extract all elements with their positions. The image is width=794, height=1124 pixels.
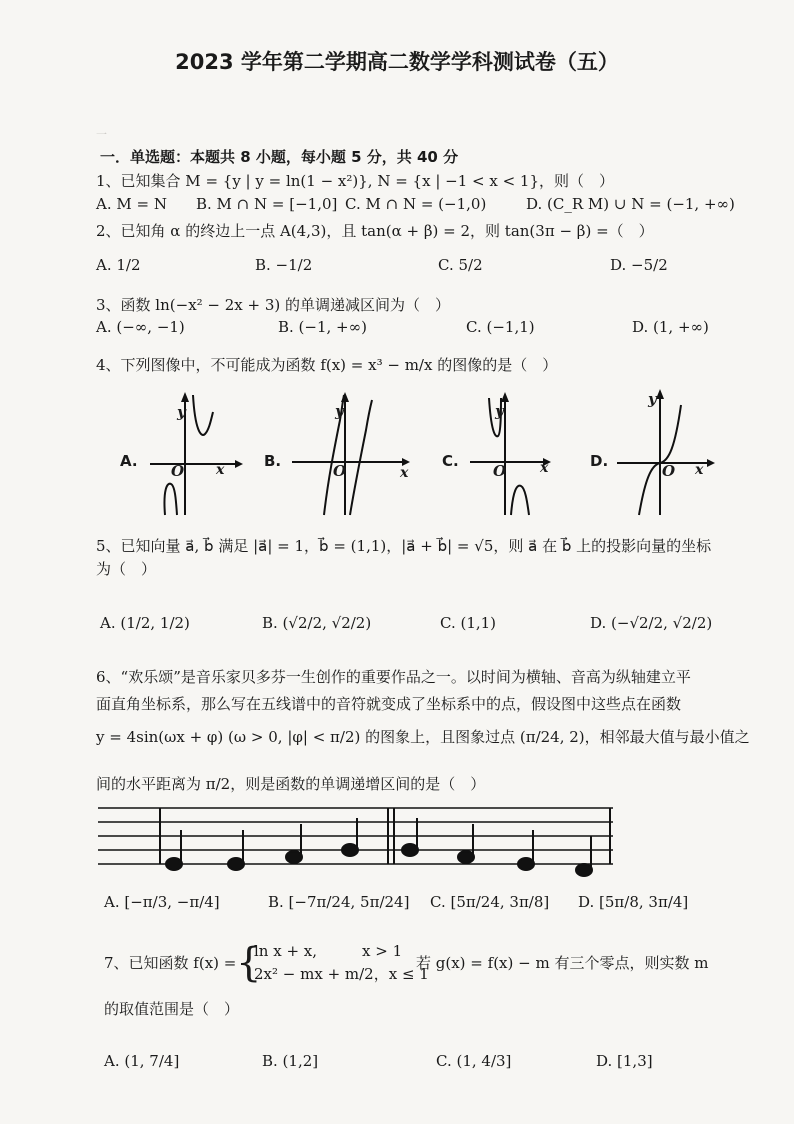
question-6-option-a[interactable]: A. [−π/3, −π/4] xyxy=(104,893,220,911)
question-5-stem-line2: 为（ ） xyxy=(96,560,157,578)
graph-b-x-label: x xyxy=(400,465,409,481)
graph-c-label[interactable]: C. xyxy=(442,452,459,470)
question-1-option-a[interactable]: A. M = N xyxy=(96,195,167,213)
question-5-option-a[interactable]: A. (1/2, 1/2) xyxy=(100,614,190,632)
question-6-line4: 间的水平距离为 π/2，则是函数的单调递增区间的是（ ） xyxy=(96,775,486,793)
question-7-stem-b: 若 g(x) = f(x) − m 有三个零点，则实数 m xyxy=(416,954,709,972)
graph-c-origin: O xyxy=(493,462,507,480)
question-1-option-c[interactable]: C. M ∩ N = (−1,0) xyxy=(345,195,487,213)
scan-artifact: 一 xyxy=(96,128,107,141)
graph-d-x-label: x xyxy=(695,462,704,478)
question-6-line3: y = 4sin(ωx + φ) (ω > 0, |φ| < π/2) 的图象上，且图象过点 (π/24, 2)，相邻最大值与最小值之 xyxy=(96,728,750,746)
graph-b-label[interactable]: B. xyxy=(264,452,282,470)
music-staff xyxy=(98,806,618,878)
graph-c-x-label: x xyxy=(540,460,549,476)
question-6-option-c[interactable]: C. [5π/24, 3π/8] xyxy=(430,893,550,911)
section-heading: 一．单选题：本题共 8 小题，每小题 5 分，共 40 分 xyxy=(100,148,459,166)
graph-b-origin: O xyxy=(333,462,347,480)
question-2-option-c[interactable]: C. 5/2 xyxy=(438,256,483,274)
graph-c xyxy=(465,390,565,520)
question-3-option-a[interactable]: A. (−∞, −1) xyxy=(96,318,185,336)
question-2-option-b[interactable]: B. −1/2 xyxy=(255,256,313,274)
question-2-option-d[interactable]: D. −5/2 xyxy=(610,256,668,274)
question-5-option-b[interactable]: B. (√2/2, √2/2) xyxy=(262,614,372,632)
question-6-option-b[interactable]: B. [−7π/24, 5π/24] xyxy=(268,893,410,911)
question-3-stem: 3、函数 ln(−x² − 2x + 3) 的单调递减区间为（ ） xyxy=(96,296,451,314)
question-7-piece2: 2x² − mx + m/2，x ≤ 1 xyxy=(254,965,429,983)
graph-a xyxy=(145,390,245,520)
graph-d-label[interactable]: D. xyxy=(590,452,609,470)
question-1-stem: 1、已知集合 M = {y | y = ln(1 − x²)}, N = {x | −1 < x < 1}，则（ ） xyxy=(96,172,615,190)
graph-d-origin: O xyxy=(662,462,676,480)
question-5-stem-line1: 5、已知向量 a⃗, b⃗ 满足 |a⃗| = 1，b⃗ = (1,1)，|a⃗ + b⃗| = √5，则 a⃗ 在 b⃗ 上的投影向量的坐标 xyxy=(96,537,712,555)
graph-c-y-label: y xyxy=(495,402,504,420)
graph-a-origin: O xyxy=(171,462,185,480)
question-3-option-d[interactable]: D. (1, +∞) xyxy=(632,318,709,336)
question-2-option-a[interactable]: A. 1/2 xyxy=(96,256,141,274)
graph-d-y-label: y xyxy=(648,390,657,408)
question-6-line2: 面直角坐标系，那么写在五线谱中的音符就变成了坐标系中的点，假设图中这些点在函数 xyxy=(96,695,682,713)
question-5-option-c[interactable]: C. (1,1) xyxy=(440,614,497,632)
graph-b-y-label: y xyxy=(335,402,344,420)
question-6-line1: 6、“欢乐颂”是音乐家贝多芬一生创作的重要作品之一。以时间为横轴、音高为纵轴建立平 xyxy=(96,668,691,686)
question-7-option-b[interactable]: B. (1,2] xyxy=(262,1052,319,1070)
question-1-option-d[interactable]: D. (C_R M) ∪ N = (−1, +∞) xyxy=(526,195,735,213)
question-2-stem: 2、已知角 α 的终边上一点 A(4,3)，且 tan(α + β) = 2，则 tan(3π − β) =（ ） xyxy=(96,222,654,240)
question-3-option-c[interactable]: C. (−1,1) xyxy=(466,318,535,336)
graph-a-label[interactable]: A. xyxy=(120,452,138,470)
question-7-option-d[interactable]: D. [1,3] xyxy=(596,1052,653,1070)
question-6-option-d[interactable]: D. [5π/8, 3π/4] xyxy=(578,893,689,911)
question-7-option-a[interactable]: A. (1, 7/4] xyxy=(104,1052,180,1070)
question-7-stem-a: 7、已知函数 f(x) = xyxy=(104,954,237,972)
question-5-option-d[interactable]: D. (−√2/2, √2/2) xyxy=(590,614,713,632)
graph-a-x-label: x xyxy=(216,462,225,478)
question-3-option-b[interactable]: B. (−1, +∞) xyxy=(278,318,367,336)
question-7-piece1: ln x + x, x > 1 xyxy=(254,942,403,960)
graph-b xyxy=(290,390,410,520)
question-1-option-b[interactable]: B. M ∩ N = [−1,0] xyxy=(196,195,338,213)
question-7-option-c[interactable]: C. (1, 4/3] xyxy=(436,1052,512,1070)
question-7-line2: 的取值范围是（ ） xyxy=(104,1000,240,1018)
graph-d xyxy=(615,385,725,520)
page-title: 2023 学年第二学期高二数学学科测试卷（五） xyxy=(175,50,619,74)
question-4-stem: 4、下列图像中，不可能成为函数 f(x) = x³ − m/x 的图像的是（ ） xyxy=(96,356,558,374)
graph-a-y-label: y xyxy=(177,403,186,421)
piecewise-brace: { xyxy=(236,940,262,986)
